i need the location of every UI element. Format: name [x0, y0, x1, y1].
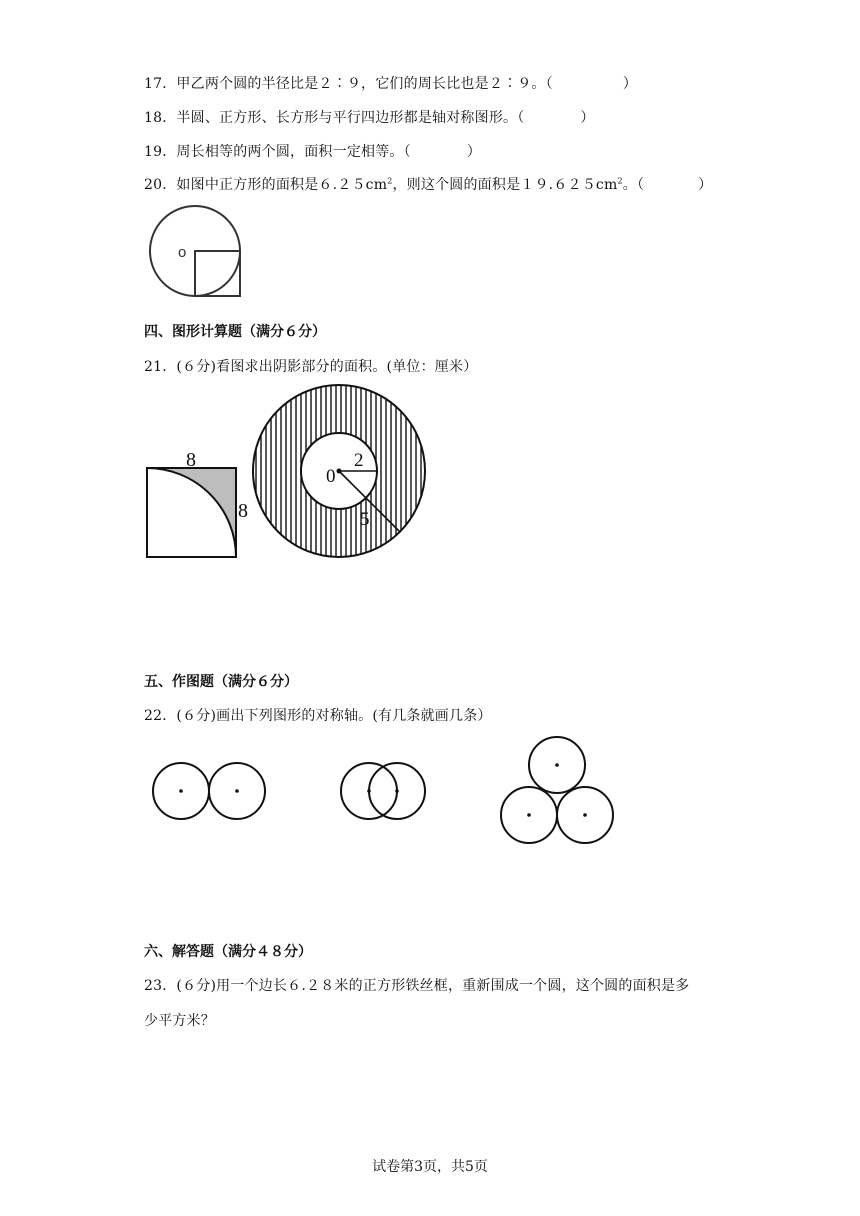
q22-a-right-center [235, 789, 239, 793]
question-19 [144, 141, 481, 161]
question-18-text: 18．半圆、正方形、长方形与平行四边形都是轴对称图形。（ [144, 110, 525, 126]
question-20-text-c: 。（ [622, 177, 645, 193]
question-18 [144, 107, 595, 127]
q21-figure-square [140, 440, 260, 565]
section-4-heading: 四、图形计算题（满分６分） [144, 324, 326, 340]
q20-figure [146, 204, 246, 304]
q21-center-label: 0 [326, 466, 336, 487]
question-22: 22．(６分)画出下列图形的对称轴。(有几条就画几条） [144, 708, 492, 724]
page-footer: 试卷第3页，共5页 [372, 1159, 488, 1175]
q22-c-top-center [555, 763, 559, 767]
question-20-sup-a: 2 [387, 176, 393, 186]
q22-figure-three [497, 734, 619, 850]
question-18-close: ） [580, 110, 595, 126]
question-20-sup-b: 2 [617, 176, 623, 186]
question-23-line-1: 23．(６分)用一个边长６.２８米的正方形铁丝框，重新围成一个圆，这个圆的面积是多 [144, 978, 690, 994]
question-20-text-b: ，则这个圆的面积是１９.６２５cm [392, 177, 618, 193]
q22-b-right-center [395, 789, 399, 793]
question-23-line-2: 少平方米？ [144, 1013, 215, 1029]
q22-a-left-center [179, 789, 183, 793]
section-5-heading: 五、作图题（满分６分） [144, 674, 298, 690]
q22-c-left-center [527, 813, 531, 817]
q21-shaded-region [147, 468, 236, 557]
question-20-text-a: 20．如图中正方形的面积是６.２５cm [144, 177, 388, 193]
q22-figure-tangent [150, 760, 270, 824]
question-20 [144, 174, 712, 194]
q21-figure-ring [250, 382, 430, 562]
question-17-close: ） [622, 76, 638, 92]
q21-center-dot [337, 469, 342, 474]
q21-side-label: 8 [238, 500, 248, 522]
question-20-close: ） [698, 177, 713, 193]
q20-center-label: o [178, 244, 187, 261]
question-17 [144, 73, 637, 93]
q21-inner-radius-label: 2 [354, 450, 364, 471]
question-19-close: ） [466, 144, 482, 160]
question-21: 21．(６分)看图求出阴影部分的面积。(单位：厘米） [144, 359, 478, 375]
q22-b-left-center [367, 789, 371, 793]
q21-outer-radius-label: 5 [360, 509, 370, 530]
section-6-heading: 六、解答题（满分４８分） [144, 944, 312, 960]
question-19-text: 19．周长相等的两个圆，面积一定相等。（ [144, 144, 411, 160]
q22-c-right-center [583, 813, 587, 817]
question-17-text: 17．甲乙两个圆的半径比是２∶９，它们的周长比也是２∶９。（ [144, 76, 553, 92]
q22-figure-intersecting [336, 760, 426, 824]
q21-top-label: 8 [186, 449, 196, 471]
